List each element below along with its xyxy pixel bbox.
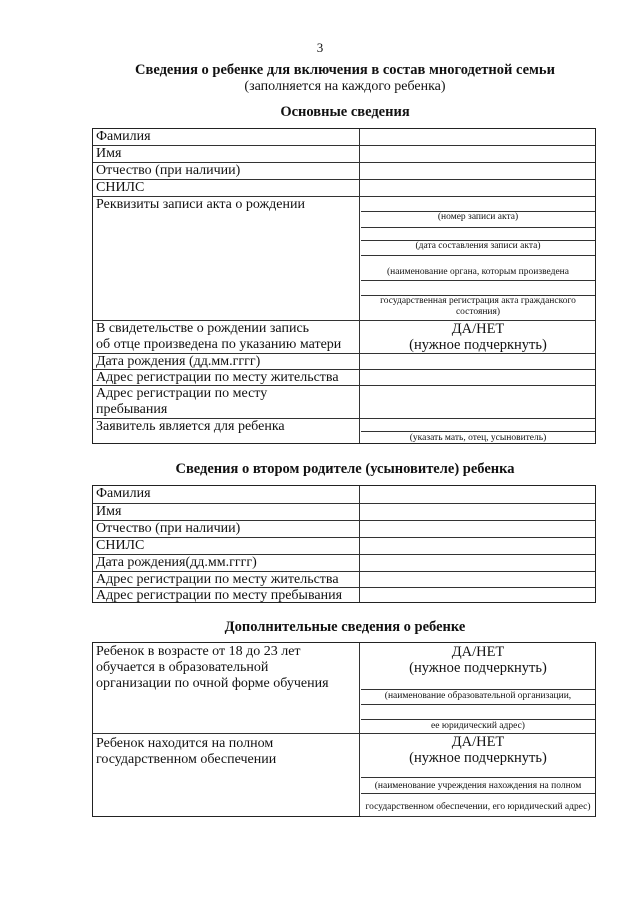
field-applicant[interactable]: [361, 431, 595, 432]
label-patronymic: Отчество (при наличии): [96, 163, 241, 178]
father-record-yes-no[interactable]: ДА/НЕТ: [451, 321, 505, 337]
row-snils: [93, 179, 595, 196]
state-support-underline-hint: (нужное подчеркнуть): [409, 750, 547, 766]
label-parent-reg-residence: Адрес регистрации по месту жительства: [96, 572, 339, 587]
field-inst-name[interactable]: [361, 777, 595, 778]
second-parent-form: [92, 485, 596, 603]
row-father-record: [93, 320, 595, 354]
row-parent-name: [93, 503, 595, 520]
section-additional-title: Дополнительные сведения о ребенке: [224, 619, 466, 635]
row-surname: [93, 129, 595, 145]
field-inst-address[interactable]: [361, 816, 595, 817]
row-birth-record: [93, 196, 595, 321]
hint-authority-1: (наименование органа, которым произведена: [387, 267, 569, 277]
row-parent-reg-stay: [93, 587, 595, 604]
label-snils: СНИЛС: [96, 180, 145, 195]
section-main-title: Основные сведения: [280, 104, 410, 120]
state-support-yes-no[interactable]: ДА/НЕТ: [451, 734, 505, 750]
additional-info-form: [92, 642, 596, 817]
row-parent-snils: [93, 537, 595, 554]
label-parent-birth-date: Дата рождения(дд.мм.гггг): [96, 555, 257, 570]
field-org-address[interactable]: [361, 719, 595, 720]
label-birth-record: Реквизиты записи акта о рождении: [96, 197, 305, 212]
row-reg-stay: [93, 385, 595, 419]
document-title: Сведения о ребенке для включения в состав многодетной семьи: [135, 62, 555, 78]
label-parent-reg-stay: Адрес регистрации по месту пребывания: [96, 588, 343, 603]
label-parent-name: Имя: [96, 504, 122, 519]
label-father-record-1: В свидетельстве о рождении запись: [96, 321, 310, 336]
label-state-support-1: Ребенок находится на полном: [96, 736, 274, 751]
label-studying-3: организации по очной форме обучения: [96, 676, 329, 691]
row-reg-residence: [93, 369, 595, 386]
label-parent-patronymic: Отчество (при наличии): [96, 521, 241, 536]
label-applicant: Заявитель является для ребенка: [96, 419, 285, 434]
section-second-parent-title: Сведения о втором родителе (усыновителе) ребенка: [175, 461, 515, 477]
row-parent-surname: [93, 486, 595, 502]
hint-record-date: (дата составления записи акта): [415, 241, 541, 251]
hint-record-number: (номер записи акта): [437, 212, 519, 222]
studying-underline-hint: (нужное подчеркнуть): [409, 660, 547, 676]
label-parent-surname: Фамилия: [96, 486, 151, 501]
hint-inst-address: государственном обеспечении, его юридический адрес): [365, 802, 591, 812]
label-reg-stay: Адрес регистрации по месту пребывания: [96, 386, 268, 417]
field-org-name[interactable]: [361, 689, 595, 690]
row-parent-reg-residence: [93, 571, 595, 588]
hint-org-address: ее юридический адрес): [431, 721, 525, 731]
hint-authority-2: государственная регистрация акта гражданского: [380, 296, 576, 306]
father-record-underline-hint: (нужное подчеркнуть): [409, 337, 547, 353]
main-info-form: [92, 128, 596, 444]
hint-inst-name: (наименование учреждения нахождения на полном: [374, 781, 582, 791]
label-birth-date: Дата рождения (дд.мм.гггг): [96, 354, 261, 369]
row-birth-date: [93, 353, 595, 370]
hint-authority-3: состояния): [455, 307, 501, 317]
row-parent-patronymic: [93, 520, 595, 537]
label-studying-2: обучается в образовательной: [96, 660, 269, 675]
row-applicant: [93, 418, 595, 446]
label-state-support-2: государственном обеспечении: [96, 752, 277, 767]
row-state-support: [93, 733, 595, 818]
hint-applicant: (указать мать, отец, усыновитель): [409, 433, 547, 443]
row-patronymic: [93, 162, 595, 179]
label-studying-1: Ребенок в возрасте от 18 до 23 лет: [96, 644, 301, 659]
row-name: [93, 145, 595, 162]
row-studying: [93, 643, 595, 733]
label-father-record-2: об отце произведена по указанию матери: [96, 337, 342, 352]
row-parent-birth-date: [93, 554, 595, 571]
label-parent-snils: СНИЛС: [96, 538, 145, 553]
studying-yes-no[interactable]: ДА/НЕТ: [451, 644, 505, 660]
label-reg-residence: Адрес регистрации по месту жительства: [96, 370, 339, 385]
hint-org-name: (наименование образовательной организации,: [384, 691, 572, 701]
page-number: 3: [316, 40, 324, 55]
label-surname: Фамилия: [96, 129, 151, 144]
document-subtitle: (заполняется на каждого ребенка): [244, 79, 446, 94]
label-name: Имя: [96, 146, 122, 161]
